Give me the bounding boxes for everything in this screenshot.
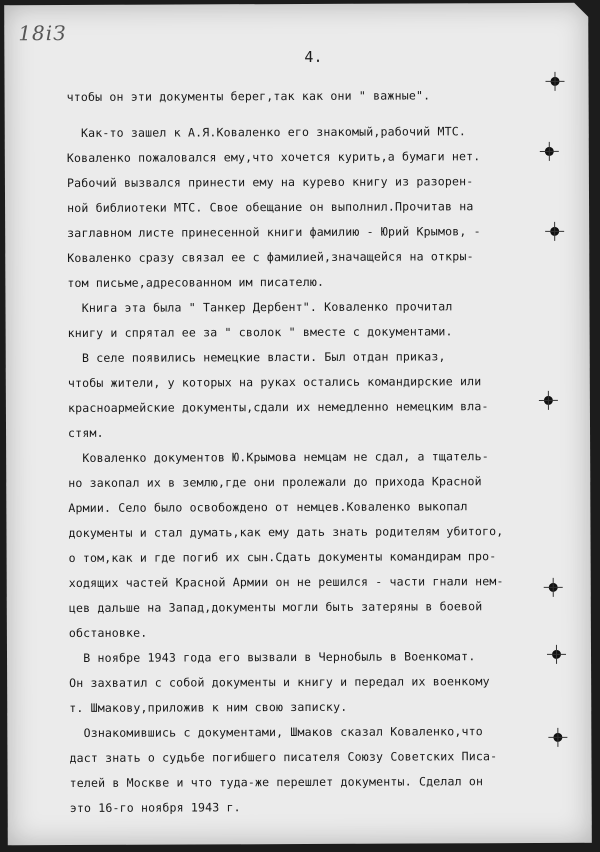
text-line: книгу и спрятал ее за " сволок " вместе с документами.: [67, 324, 453, 341]
text-line: стям.: [68, 425, 104, 441]
text-line: обстановке.: [68, 625, 148, 641]
folded-corner: [572, 1, 590, 19]
text-line: Коваленко документов Ю.Крымова немцам не сдал, а тщатель-: [68, 449, 489, 466]
handwritten-archive-note: 18іЗ: [18, 21, 67, 46]
text-line: Как-то зашел к А.Я.Коваленко его знакомый,рабочий МТС.: [66, 124, 467, 141]
punch-hole: [545, 147, 554, 156]
text-line: Ознакомившись с документами, Шмаков сказал Коваленко,что: [69, 724, 483, 741]
text-line: но закопал их в землю,где они пролежали до прихода Красной: [68, 474, 482, 491]
punch-hole: [552, 650, 561, 659]
text-line: даст знать о судьбе погибшего писателя Союзу Советских Писа-: [69, 749, 498, 766]
punch-hole: [549, 583, 558, 592]
typewritten-page: [4, 3, 592, 846]
page-number: 4.: [304, 47, 323, 66]
text-line: том письме,адресованном им писателю.: [67, 274, 325, 291]
text-line: В ноябре 1943 года его вызвали в Чернобыль в Военкомат.: [68, 649, 476, 666]
text-line: Коваленко пожаловался ему,что хочется курить,а бумаги нет.: [66, 149, 481, 166]
text-line: Армии. Село было освобождено от немцев.Коваленко выкопал: [68, 499, 468, 516]
text-line: ходящих частей Красной Армии он не решился - части гнали нем-: [68, 574, 504, 591]
document-body: [67, 83, 540, 821]
text-line: Коваленко сразу связал ее с фамилией,значащейся на откры-: [67, 249, 474, 266]
text-line: Он захватил с собой документы и книгу и передал их военкому: [69, 674, 490, 691]
text-line: Книга эта была " Танкер Дербент". Коваленко прочитал: [67, 299, 453, 316]
text-line: ной библиотеки МТС. Свое обещание он выполнил.Прочитав на: [67, 199, 474, 216]
text-line: заглавном листе принесенной книги фамилию - Юрий Крымов, -: [67, 224, 481, 241]
text-line: о том,как и где погиб их сын.Сдать документы командирам про-: [68, 549, 497, 566]
punch-hole: [550, 227, 559, 236]
punch-hole: [553, 733, 562, 742]
text-line: красноармейские документы,сдали их немедленно немецким вла-: [67, 399, 489, 416]
text-line: цев дальше на Запад,документы могли быть затеряны в боевой: [68, 599, 483, 616]
text-line: Рабочий вызвался принести ему на курево книгу из разорен-: [66, 174, 474, 191]
text-line: чтобы жители, у которых на руках остались командирские или: [67, 374, 482, 391]
text-line: это 16-го ноября 1943 г.: [69, 800, 241, 815]
text-line: документы и стал думать,как ему дать знать родителям убитого,: [68, 524, 504, 541]
punch-hole: [544, 396, 553, 405]
text-line: чтобы он эти документы берег,так как они " важные".: [66, 88, 431, 105]
text-line: В селе появились немецкие власти. Был отдан приказ,: [67, 349, 446, 366]
text-line: телей в Москве и что туда-же перешлет документы. Сделал он: [69, 774, 484, 791]
punch-hole: [550, 77, 559, 86]
text-line: т. Шмакову,приложив к ним свою записку.: [69, 699, 348, 716]
